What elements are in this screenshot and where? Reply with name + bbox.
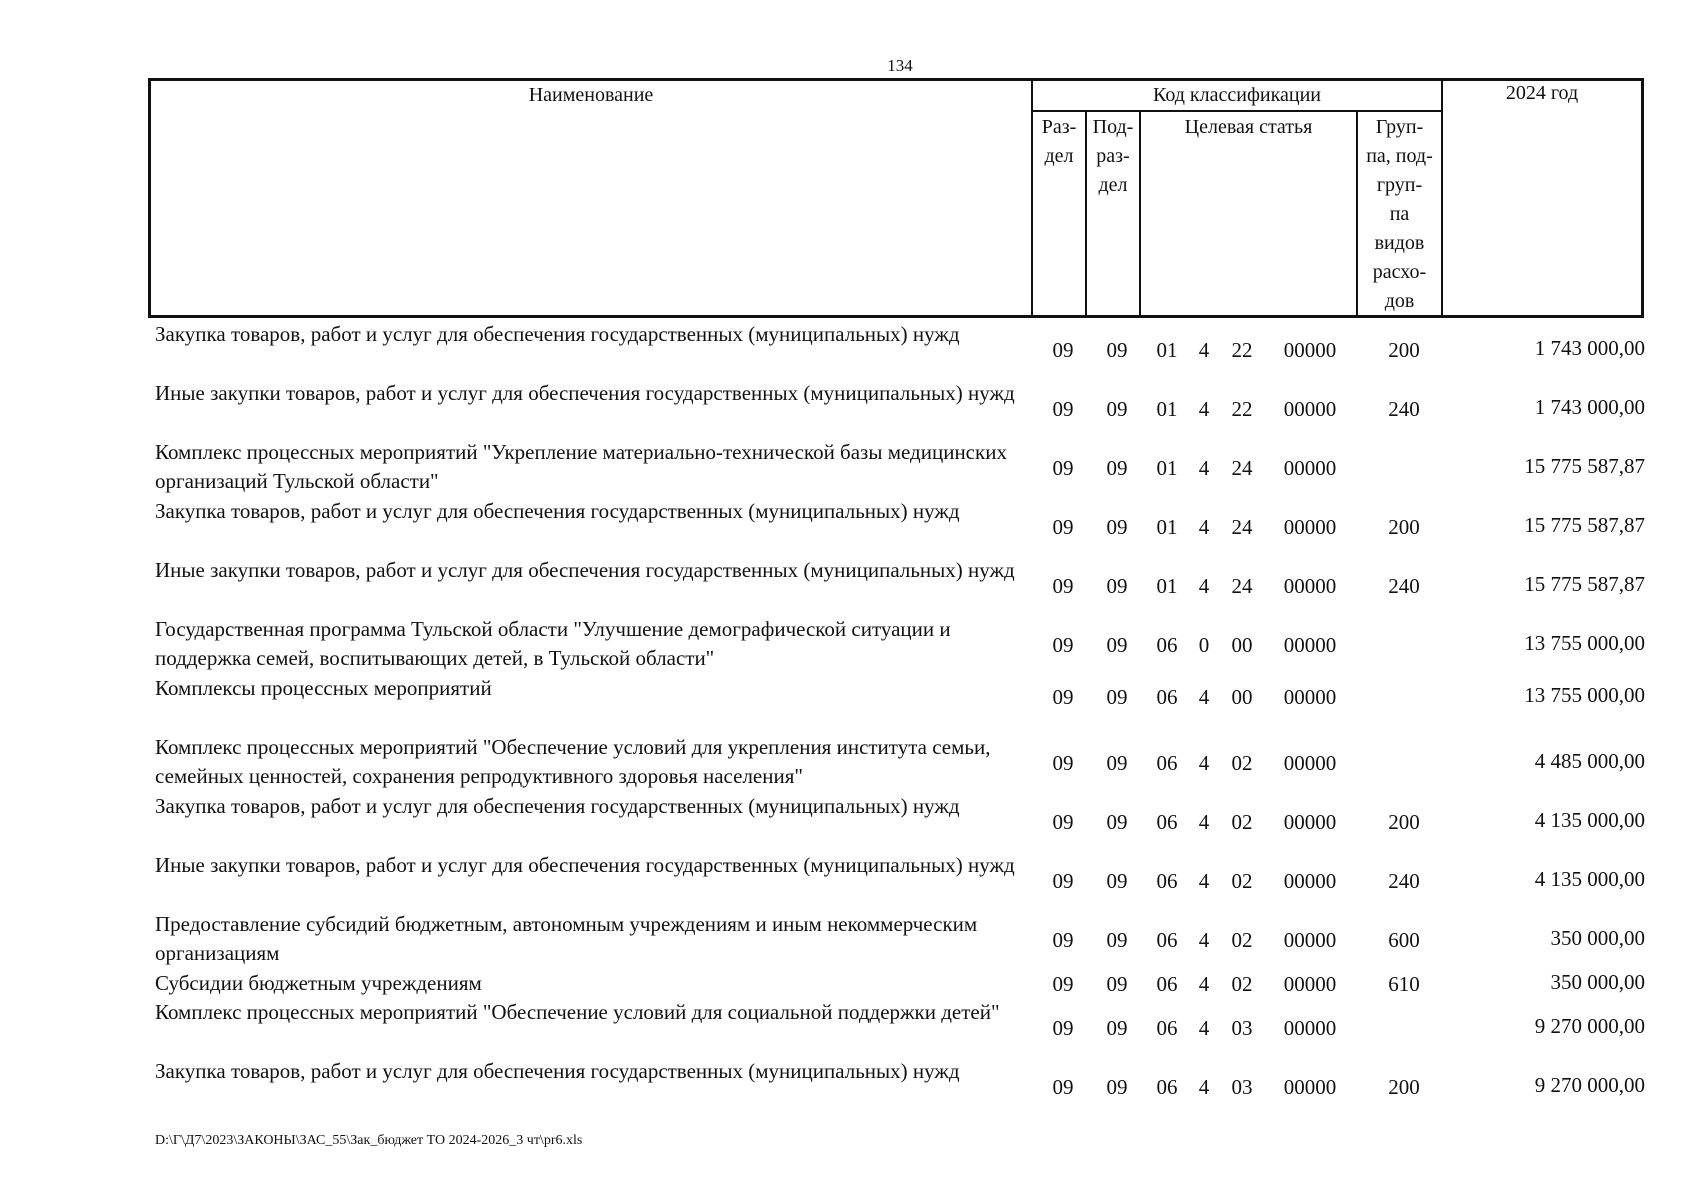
row-code-rz: 09: [1052, 928, 1074, 952]
row-name: Государственная программа Тульской области "Улучшение демографической ситуации и поддержка семей, воспитывающих детей, в Тульской области": [155, 617, 951, 670]
row-code-c3: 02: [1231, 869, 1253, 893]
row-name: Закупка товаров, работ и услуг для обеспечения государственных (муниципальных) нужд: [155, 322, 960, 346]
row-code-c3: 03: [1231, 1075, 1253, 1099]
row-amount: 15 775 587,87: [1524, 572, 1645, 596]
row-amount: 4 485 000,00: [1534, 749, 1645, 773]
row-amount: 350 000,00: [1550, 970, 1645, 994]
row-code-pr: 09: [1106, 1075, 1128, 1099]
row-code-rz: 09: [1052, 810, 1074, 834]
row-code-c1: 01: [1156, 515, 1178, 539]
row-code-c4: 00000: [1283, 515, 1337, 539]
column-header-razdel: Раз- дел: [1041, 116, 1077, 167]
row-code-c2: 4: [1198, 1016, 1210, 1040]
row-code-vr: 200: [1388, 515, 1420, 539]
row-code-vr: 240: [1388, 574, 1420, 598]
row-amount: 1 743 000,00: [1534, 336, 1645, 360]
row-amount: 15 775 587,87: [1524, 513, 1645, 537]
row-amount: 9 270 000,00: [1534, 1073, 1645, 1097]
row-code-pr: 09: [1106, 972, 1128, 996]
row-code-rz: 09: [1052, 397, 1074, 421]
row-code-rz: 09: [1052, 515, 1074, 539]
row-code-c1: 06: [1156, 928, 1178, 952]
table-row: [155, 849, 1645, 908]
row-code-c3: 22: [1231, 338, 1253, 362]
table-row: [155, 613, 1645, 672]
row-code-rz: 09: [1052, 1075, 1074, 1099]
row-code-c1: 01: [1156, 574, 1178, 598]
row-code-pr: 09: [1106, 810, 1128, 834]
row-code-pr: 09: [1106, 869, 1128, 893]
row-code-c3: 03: [1231, 1016, 1253, 1040]
row-code-c4: 00000: [1283, 456, 1337, 480]
row-code-c3: 00: [1231, 633, 1253, 657]
row-code-rz: 09: [1052, 869, 1074, 893]
row-code-pr: 09: [1106, 515, 1128, 539]
table-row: [155, 377, 1645, 436]
row-code-c3: 02: [1231, 972, 1253, 996]
table-row: [155, 1055, 1645, 1114]
row-code-c3: 24: [1231, 574, 1253, 598]
row-code-pr: 09: [1106, 1016, 1128, 1040]
table-row: [155, 908, 1645, 967]
row-code-c3: 22: [1231, 397, 1253, 421]
table-row: [155, 672, 1645, 717]
row-code-c1: 06: [1156, 685, 1178, 709]
row-code-pr: 09: [1106, 338, 1128, 362]
row-name: Иные закупки товаров, работ и услуг для обеспечения государственных (муниципальных) нужд: [155, 853, 1015, 877]
row-code-vr: 200: [1388, 1075, 1420, 1099]
row-code-c4: 00000: [1283, 633, 1337, 657]
row-name: Предоставление субсидий бюджетным, автономным учреждениям и иным некоммерческим организациям: [155, 912, 978, 965]
row-code-c2: 4: [1198, 456, 1210, 480]
table-body: [155, 318, 1645, 1114]
column-header-group: Груп- па, под- груп- па видов расхо- дов: [1366, 116, 1433, 312]
table-row: [155, 996, 1645, 1055]
row-code-c1: 06: [1156, 633, 1178, 657]
row-code-c2: 4: [1198, 338, 1210, 362]
row-code-vr: 240: [1388, 397, 1420, 421]
row-code-c3: 02: [1231, 928, 1253, 952]
row-code-pr: 09: [1106, 685, 1128, 709]
row-code-rz: 09: [1052, 972, 1074, 996]
row-amount: 15 775 587,87: [1524, 454, 1645, 478]
row-code-c2: 4: [1198, 1075, 1210, 1099]
row-amount: 4 135 000,00: [1534, 808, 1645, 832]
row-code-pr: 09: [1106, 751, 1128, 775]
page-number: 134: [887, 56, 913, 75]
row-name: Иные закупки товаров, работ и услуг для обеспечения государственных (муниципальных) нужд: [155, 558, 1015, 582]
row-name: Комплексы процессных мероприятий: [155, 676, 492, 700]
row-name: Комплекс процессных мероприятий "Обеспечение условий для социальной поддержки детей": [155, 1000, 1000, 1024]
row-amount: 9 270 000,00: [1534, 1014, 1645, 1038]
row-name: Закупка товаров, работ и услуг для обеспечения государственных (муниципальных) нужд: [155, 794, 960, 818]
row-code-c4: 00000: [1283, 928, 1337, 952]
row-code-c4: 00000: [1283, 972, 1337, 996]
table-row: [155, 967, 1645, 996]
table-row: [155, 495, 1645, 554]
row-code-vr: 240: [1388, 869, 1420, 893]
column-header-code: Код классификации: [1152, 84, 1322, 106]
row-code-pr: 09: [1106, 397, 1128, 421]
row-code-rz: 09: [1052, 338, 1074, 362]
row-code-c3: 24: [1231, 456, 1253, 480]
file-path: D:\Г\Д7\2023\ЗАКОНЫ\ЗАС_55\Зак_бюджет ТО 2024-2026_3 чт\pr6.xls: [155, 1133, 583, 1148]
row-code-c4: 00000: [1283, 338, 1337, 362]
row-code-c4: 00000: [1283, 810, 1337, 834]
row-code-c4: 00000: [1283, 685, 1337, 709]
row-code-vr: 200: [1388, 338, 1420, 362]
row-name: Закупка товаров, работ и услуг для обеспечения государственных (муниципальных) нужд: [155, 499, 960, 523]
header-divider: [1031, 110, 1441, 112]
column-header-year: 2024 год: [1505, 82, 1579, 104]
row-amount: 1 743 000,00: [1534, 395, 1645, 419]
row-code-c2: 0: [1198, 633, 1210, 657]
table-row: [155, 436, 1645, 495]
row-code-pr: 09: [1106, 456, 1128, 480]
row-code-rz: 09: [1052, 574, 1074, 598]
row-code-c2: 4: [1198, 515, 1210, 539]
header-divider: [1441, 81, 1443, 315]
row-code-c3: 00: [1231, 685, 1253, 709]
table-row: [155, 318, 1645, 377]
row-code-vr: 200: [1388, 810, 1420, 834]
row-code-c1: 01: [1156, 397, 1178, 421]
row-amount: 13 755 000,00: [1524, 631, 1645, 655]
row-code-c4: 00000: [1283, 1016, 1337, 1040]
row-code-vr: 610: [1388, 972, 1420, 996]
row-amount: 350 000,00: [1550, 926, 1645, 950]
row-code-rz: 09: [1052, 751, 1074, 775]
row-code-c4: 00000: [1283, 574, 1337, 598]
row-code-c3: 24: [1231, 515, 1253, 539]
row-code-c3: 02: [1231, 810, 1253, 834]
row-code-c2: 4: [1198, 751, 1210, 775]
table-row: [155, 790, 1645, 849]
row-amount: 4 135 000,00: [1534, 867, 1645, 891]
row-code-c1: 06: [1156, 869, 1178, 893]
row-code-c2: 4: [1198, 869, 1210, 893]
row-code-c2: 4: [1198, 972, 1210, 996]
row-code-rz: 09: [1052, 1016, 1074, 1040]
row-code-c1: 06: [1156, 972, 1178, 996]
row-code-c4: 00000: [1283, 397, 1337, 421]
row-name: Комплекс процессных мероприятий "Обеспечение условий для укрепления института семьи, семейных ценностей, сохранения репродуктивного здоровья населения": [155, 735, 991, 788]
column-header-target: Целевая статья: [1184, 116, 1313, 138]
row-code-c2: 4: [1198, 397, 1210, 421]
row-code-vr: 600: [1388, 928, 1420, 952]
table-header: [148, 78, 1644, 318]
row-code-c1: 06: [1156, 1075, 1178, 1099]
row-code-c1: 06: [1156, 1016, 1178, 1040]
column-header-podrazdel: Под- раз- дел: [1092, 116, 1134, 196]
row-name: Комплекс процессных мероприятий "Укрепление материально-технической базы медицинских организаций Тульской области": [155, 440, 1007, 493]
row-code-c2: 4: [1198, 574, 1210, 598]
row-name: Закупка товаров, работ и услуг для обеспечения государственных (муниципальных) нужд: [155, 1059, 960, 1083]
row-name: Иные закупки товаров, работ и услуг для обеспечения государственных (муниципальных) нужд: [155, 381, 1015, 405]
row-code-c1: 01: [1156, 338, 1178, 362]
row-code-pr: 09: [1106, 633, 1128, 657]
row-code-c4: 00000: [1283, 869, 1337, 893]
table-row: [155, 554, 1645, 613]
row-code-pr: 09: [1106, 574, 1128, 598]
row-code-c4: 00000: [1283, 751, 1337, 775]
row-code-pr: 09: [1106, 928, 1128, 952]
row-name: Субсидии бюджетным учреждениям: [155, 971, 482, 995]
column-header-name: Наименование: [528, 84, 654, 106]
row-code-c2: 4: [1198, 685, 1210, 709]
row-code-c1: 06: [1156, 751, 1178, 775]
row-code-c3: 02: [1231, 751, 1253, 775]
row-code-rz: 09: [1052, 456, 1074, 480]
row-code-c2: 4: [1198, 810, 1210, 834]
row-code-c1: 06: [1156, 810, 1178, 834]
row-code-rz: 09: [1052, 685, 1074, 709]
row-code-c4: 00000: [1283, 1075, 1337, 1099]
row-code-c2: 4: [1198, 928, 1210, 952]
row-code-c1: 01: [1156, 456, 1178, 480]
table-row: [155, 717, 1645, 790]
row-code-rz: 09: [1052, 633, 1074, 657]
row-amount: 13 755 000,00: [1524, 683, 1645, 707]
